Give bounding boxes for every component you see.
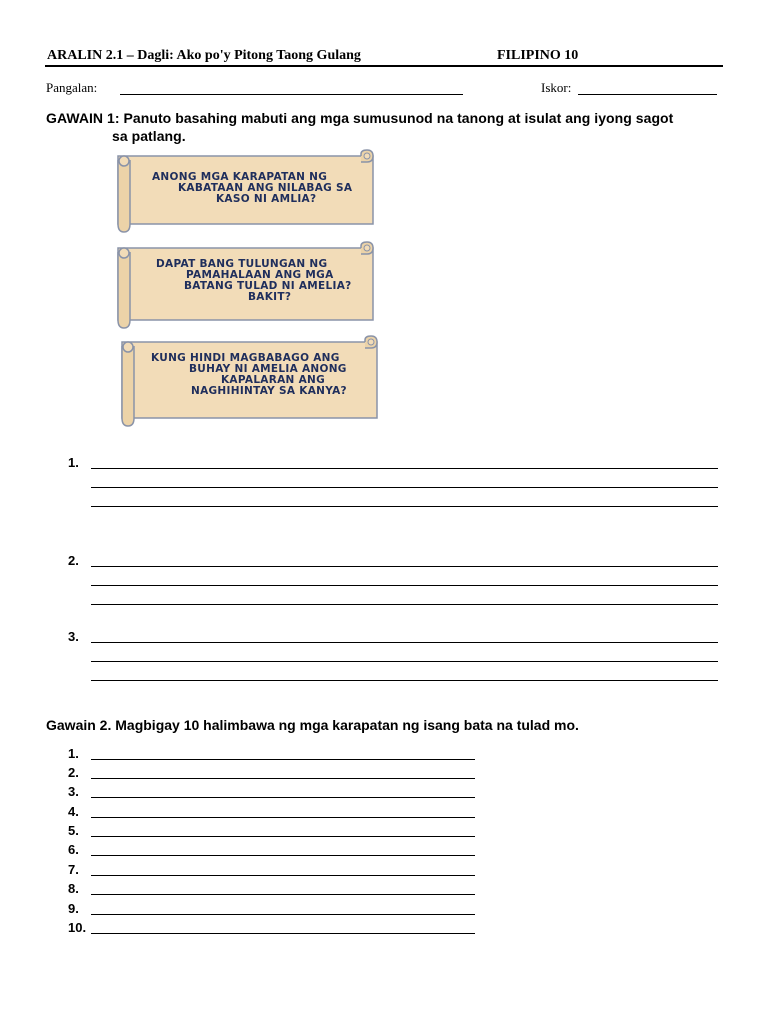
list-line-3[interactable] [91, 797, 475, 798]
list-line-1[interactable] [91, 759, 475, 760]
lesson-title: ARALIN 2.1 – Dagli: Ako po'y Pitong Taong Gulang [47, 48, 361, 63]
answer-2-line-1[interactable] [91, 566, 718, 567]
question-2-line-1: DAPAT BANG TULUNGAN NG [156, 258, 328, 270]
name-field[interactable] [120, 94, 463, 95]
list-number-7: 7. [68, 862, 79, 877]
question-2-line-3: BATANG TULAD NI AMELIA? [184, 280, 352, 292]
question-3-line-4: NAGHIHINTAY SA KANYA? [191, 385, 347, 397]
list-line-10[interactable] [91, 933, 475, 934]
answer-3-line-2[interactable] [91, 661, 718, 662]
question-2-line-4: BAKIT? [248, 291, 292, 303]
list-number-5: 5. [68, 823, 79, 838]
name-label: Pangalan: [46, 80, 98, 95]
answer-number-1: 1. [68, 455, 79, 470]
answer-1-line-2[interactable] [91, 487, 718, 488]
score-field[interactable] [578, 94, 717, 95]
answer-1-line-3[interactable] [91, 506, 718, 507]
list-number-3: 3. [68, 784, 79, 799]
header-divider [45, 65, 723, 67]
answer-number-2: 2. [68, 553, 79, 568]
question-scroll-3 [116, 334, 382, 430]
list-line-8[interactable] [91, 894, 475, 895]
score-label: Iskor: [541, 80, 572, 95]
list-line-9[interactable] [91, 914, 475, 915]
gawain1-instruction [46, 109, 726, 145]
question-1-line-2: KABATAAN ANG NILABAG SA [178, 182, 353, 194]
question-3-line-1: KUNG HINDI MAGBABAGO ANG [151, 352, 340, 364]
question-1-line-3: KASO NI AMLIA? [216, 193, 317, 205]
gawain2-instruction: Gawain 2. Magbigay 10 halimbawa ng mga karapatan ng isang bata na tulad mo. [46, 717, 579, 733]
list-line-6[interactable] [91, 855, 475, 856]
list-number-9: 9. [68, 901, 79, 916]
list-line-5[interactable] [91, 836, 475, 837]
list-number-1: 1. [68, 746, 79, 761]
list-number-2: 2. [68, 765, 79, 780]
list-number-6: 6. [68, 842, 79, 857]
question-3-line-2: BUHAY NI AMELIA ANONG [189, 363, 347, 375]
list-number-8: 8. [68, 881, 79, 896]
subject-label: FILIPINO 10 [497, 48, 579, 63]
gawain1-label: GAWAIN 1: [46, 110, 120, 126]
list-number-10: 10. [68, 920, 87, 935]
answer-2-line-3[interactable] [91, 604, 718, 605]
answer-1-line-1[interactable] [91, 468, 718, 469]
question-scroll-2 [112, 240, 378, 332]
answer-number-3: 3. [68, 629, 79, 644]
answer-2-line-2[interactable] [91, 585, 718, 586]
question-2-line-2: PAMAHALAAN ANG MGA [186, 269, 334, 281]
answer-3-line-3[interactable] [91, 680, 718, 681]
gawain1-instruction-cont: sa patlang. [112, 128, 186, 144]
list-line-7[interactable] [91, 875, 475, 876]
question-1-line-1: ANONG MGA KARAPATAN NG [152, 171, 328, 183]
answer-3-line-1[interactable] [91, 642, 718, 643]
list-line-2[interactable] [91, 778, 475, 779]
list-line-4[interactable] [91, 817, 475, 818]
question-scroll-1 [112, 148, 378, 234]
gawain1-instruction-text: Panuto basahing mabuti ang mga sumusunod na tanong at isulat ang iyong sagot [123, 110, 674, 126]
list-number-4: 4. [68, 804, 79, 819]
question-3-line-3: KAPALARAN ANG [221, 374, 326, 386]
